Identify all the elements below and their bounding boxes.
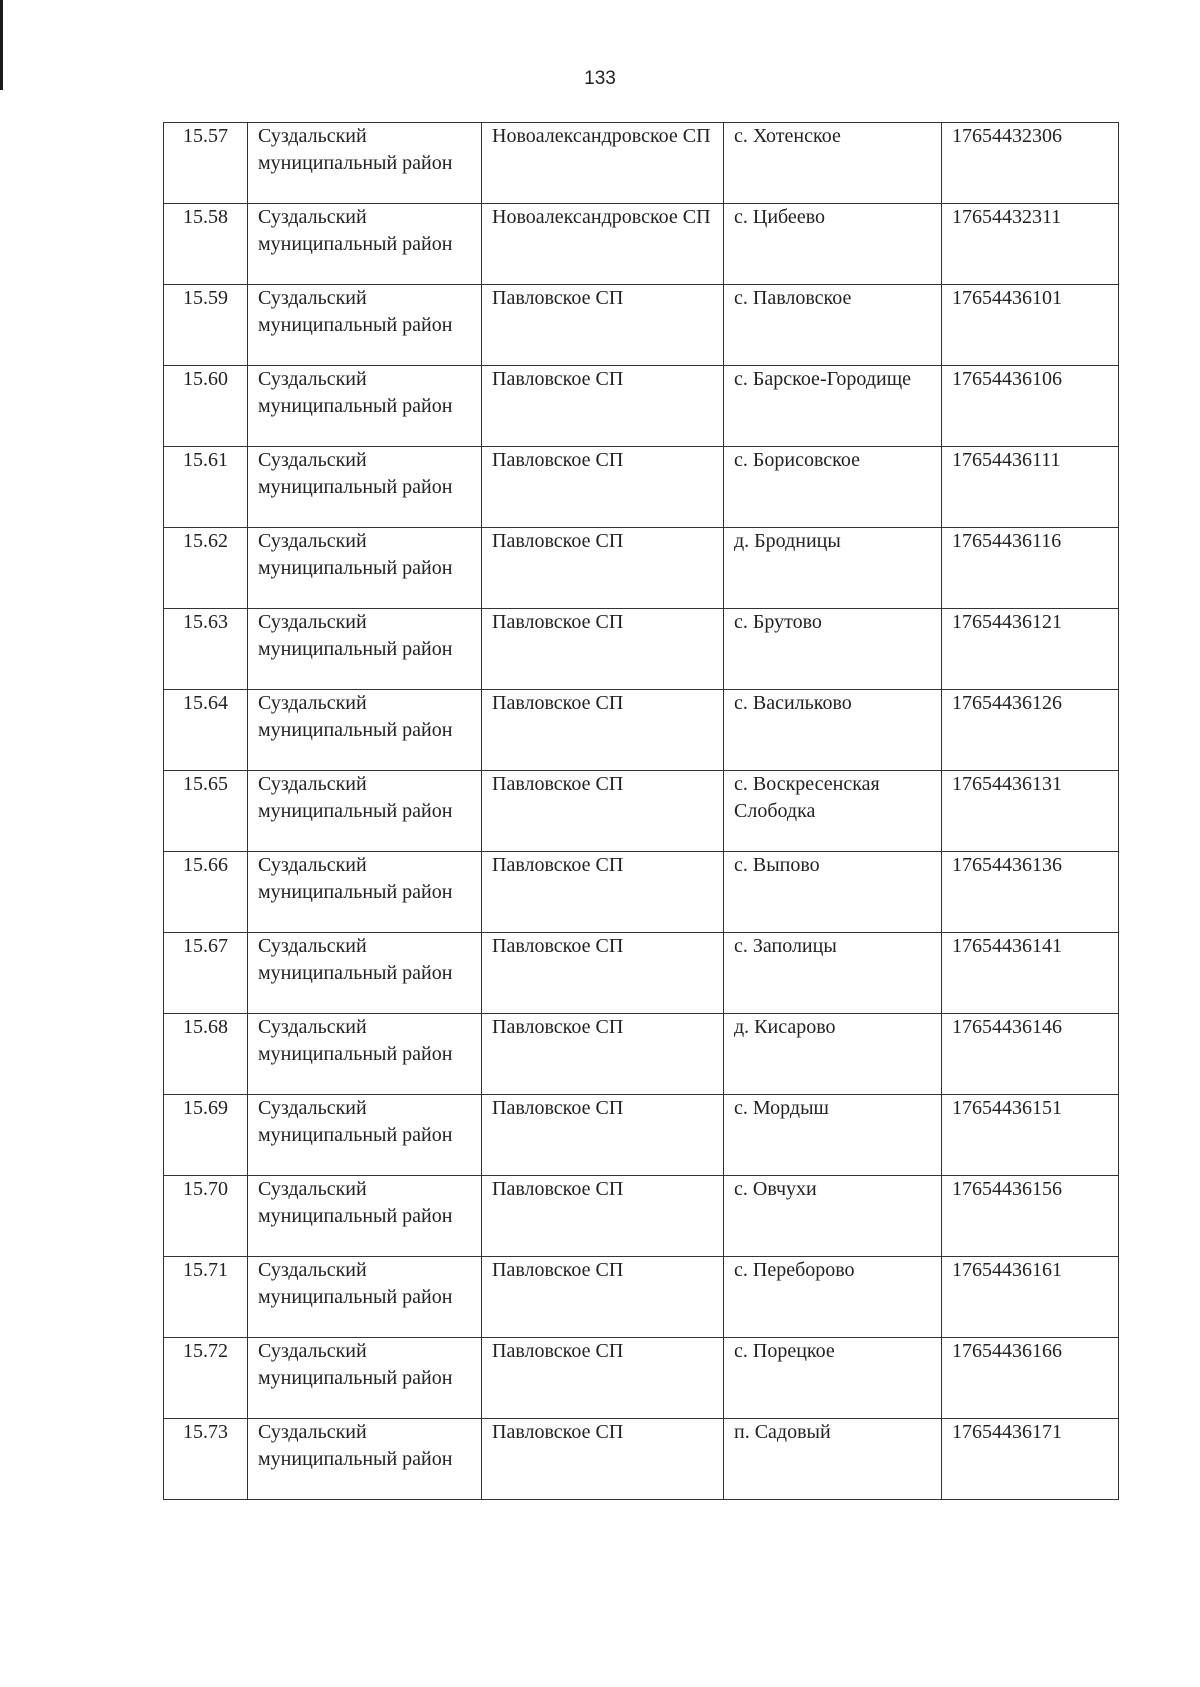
settlement-cell: с. Павловское [724, 285, 942, 366]
oktmo-code-cell: 17654436106 [942, 366, 1119, 447]
municipality-cell: Павловское СП [482, 1014, 724, 1095]
settlement-cell: с. Выпово [724, 852, 942, 933]
table-row [164, 123, 1119, 204]
district-cell: Суздальский муниципальный район [248, 1176, 482, 1257]
district-cell: Суздальский муниципальный район [248, 933, 482, 1014]
row-number-cell: 15.67 [164, 933, 248, 1014]
oktmo-code-cell: 17654436156 [942, 1176, 1119, 1257]
district-cell: Суздальский муниципальный район [248, 1095, 482, 1176]
settlement-cell: с. Борисовское [724, 447, 942, 528]
district-cell: Суздальский муниципальный район [248, 852, 482, 933]
table-row [164, 771, 1119, 852]
municipality-cell: Павловское СП [482, 933, 724, 1014]
settlement-cell: с. Порецкое [724, 1338, 942, 1419]
table-row [164, 528, 1119, 609]
municipality-cell: Павловское СП [482, 1095, 724, 1176]
oktmo-code-cell: 17654436151 [942, 1095, 1119, 1176]
district-cell: Суздальский муниципальный район [248, 123, 482, 204]
district-cell: Суздальский муниципальный район [248, 528, 482, 609]
oktmo-code-cell: 17654436136 [942, 852, 1119, 933]
row-number-cell: 15.62 [164, 528, 248, 609]
table-row [164, 852, 1119, 933]
settlement-cell: с. Заполицы [724, 933, 942, 1014]
row-number-cell: 15.68 [164, 1014, 248, 1095]
district-cell: Суздальский муниципальный район [248, 690, 482, 771]
table-body [164, 123, 1119, 1500]
table-row [164, 1176, 1119, 1257]
row-number-cell: 15.60 [164, 366, 248, 447]
municipality-cell: Павловское СП [482, 285, 724, 366]
district-cell: Суздальский муниципальный район [248, 366, 482, 447]
settlement-cell: п. Садовый [724, 1419, 942, 1500]
table-row [164, 1257, 1119, 1338]
oktmo-code-cell: 17654432311 [942, 204, 1119, 285]
oktmo-code-cell: 17654436171 [942, 1419, 1119, 1500]
municipality-cell: Павловское СП [482, 1257, 724, 1338]
row-number-cell: 15.63 [164, 609, 248, 690]
municipality-cell: Павловское СП [482, 366, 724, 447]
table-row [164, 1419, 1119, 1500]
row-number-cell: 15.70 [164, 1176, 248, 1257]
page-number: 133 [584, 68, 616, 89]
district-cell: Суздальский муниципальный район [248, 285, 482, 366]
table-row [164, 1095, 1119, 1176]
municipality-cell: Новоалександровское СП [482, 123, 724, 204]
row-number-cell: 15.65 [164, 771, 248, 852]
oktmo-code-cell: 17654432306 [942, 123, 1119, 204]
municipality-cell: Павловское СП [482, 771, 724, 852]
row-number-cell: 15.66 [164, 852, 248, 933]
row-number-cell: 15.69 [164, 1095, 248, 1176]
settlement-cell: с. Васильково [724, 690, 942, 771]
settlement-cell: с. Цибеево [724, 204, 942, 285]
settlement-cell: с. Воскресенская Слободка [724, 771, 942, 852]
row-number-cell: 15.61 [164, 447, 248, 528]
settlement-cell: с. Овчухи [724, 1176, 942, 1257]
settlements-table [163, 122, 1119, 1500]
row-number-cell: 15.64 [164, 690, 248, 771]
table-row [164, 1338, 1119, 1419]
municipality-cell: Павловское СП [482, 1338, 724, 1419]
municipality-cell: Павловское СП [482, 690, 724, 771]
oktmo-code-cell: 17654436116 [942, 528, 1119, 609]
oktmo-code-cell: 17654436111 [942, 447, 1119, 528]
oktmo-code-cell: 17654436141 [942, 933, 1119, 1014]
municipality-cell: Павловское СП [482, 852, 724, 933]
district-cell: Суздальский муниципальный район [248, 447, 482, 528]
settlement-cell: д. Кисарово [724, 1014, 942, 1095]
oktmo-code-cell: 17654436146 [942, 1014, 1119, 1095]
municipality-cell: Павловское СП [482, 609, 724, 690]
settlement-cell: с. Переборово [724, 1257, 942, 1338]
oktmo-code-cell: 17654436126 [942, 690, 1119, 771]
municipality-cell: Павловское СП [482, 1176, 724, 1257]
district-cell: Суздальский муниципальный район [248, 771, 482, 852]
settlement-cell: с. Барское-Городище [724, 366, 942, 447]
settlement-cell: с. Хотенское [724, 123, 942, 204]
table-row [164, 447, 1119, 528]
settlement-cell: с. Брутово [724, 609, 942, 690]
district-cell: Суздальский муниципальный район [248, 1014, 482, 1095]
district-cell: Суздальский муниципальный район [248, 1419, 482, 1500]
row-number-cell: 15.57 [164, 123, 248, 204]
oktmo-code-cell: 17654436161 [942, 1257, 1119, 1338]
table-row [164, 366, 1119, 447]
oktmo-code-cell: 17654436121 [942, 609, 1119, 690]
table-row [164, 204, 1119, 285]
table-row [164, 609, 1119, 690]
municipality-cell: Павловское СП [482, 528, 724, 609]
district-cell: Суздальский муниципальный район [248, 1338, 482, 1419]
settlement-cell: с. Мордыш [724, 1095, 942, 1176]
row-number-cell: 15.73 [164, 1419, 248, 1500]
oktmo-code-cell: 17654436166 [942, 1338, 1119, 1419]
district-cell: Суздальский муниципальный район [248, 1257, 482, 1338]
oktmo-code-cell: 17654436101 [942, 285, 1119, 366]
district-cell: Суздальский муниципальный район [248, 204, 482, 285]
row-number-cell: 15.71 [164, 1257, 248, 1338]
district-cell: Суздальский муниципальный район [248, 609, 482, 690]
settlement-cell: д. Бродницы [724, 528, 942, 609]
table-row [164, 285, 1119, 366]
table-row [164, 1014, 1119, 1095]
municipality-cell: Павловское СП [482, 447, 724, 528]
municipality-cell: Новоалександровское СП [482, 204, 724, 285]
table-row [164, 690, 1119, 771]
row-number-cell: 15.72 [164, 1338, 248, 1419]
municipality-cell: Павловское СП [482, 1419, 724, 1500]
row-number-cell: 15.58 [164, 204, 248, 285]
table-row [164, 933, 1119, 1014]
oktmo-code-cell: 17654436131 [942, 771, 1119, 852]
row-number-cell: 15.59 [164, 285, 248, 366]
